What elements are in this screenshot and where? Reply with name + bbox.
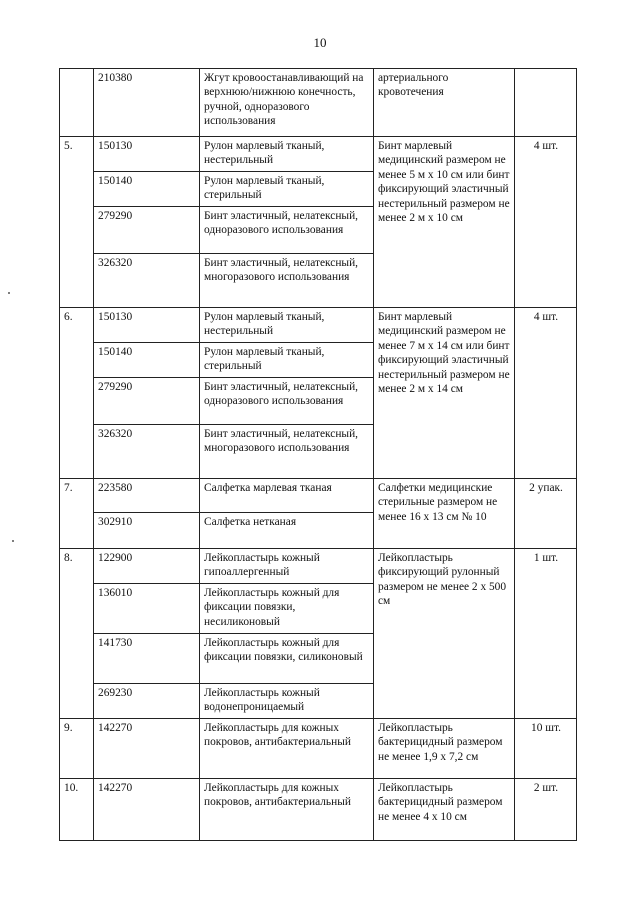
item-name: Жгут кровоостанавливающий на верхнюю/нижнюю конечность, ручной, одноразового использования — [200, 69, 374, 137]
item-name: Рулон марлевый тканый, стерильный — [200, 172, 374, 207]
item-name: Салфетка марлевая тканая — [200, 479, 374, 513]
item-name: Бинт эластичный, нелатексный, многоразового использования — [200, 254, 374, 308]
nomenclature-code: 150140 — [94, 172, 200, 207]
table-row — [60, 479, 577, 513]
item-number: 6. — [60, 308, 94, 479]
item-requirement: Салфетки медицинские стерильные размером не менее 16 x 13 см № 10 — [374, 479, 515, 549]
item-name: Лейкопластырь для кожных покровов, антибактериальный — [200, 779, 374, 841]
item-requirement: артериального кровотечения — [374, 69, 515, 137]
item-requirement: Бинт марлевый медицинский размером не менее 5 м x 10 см или бинт фиксирующий эластичный нестерильный размером не менее 2 м x 10 см — [374, 137, 515, 308]
nomenclature-code: 279290 — [94, 378, 200, 425]
item-name: Лейкопластырь кожный гипоаллергенный — [200, 549, 374, 584]
item-quantity: 4 шт. — [515, 308, 577, 479]
item-name: Салфетка нетканая — [200, 513, 374, 549]
nomenclature-code: 210380 — [94, 69, 200, 137]
table-row — [60, 137, 577, 172]
table-row — [60, 308, 577, 343]
item-quantity — [515, 69, 577, 137]
nomenclature-code: 150140 — [94, 343, 200, 378]
item-number — [60, 69, 94, 137]
nomenclature-code: 150130 — [94, 137, 200, 172]
nomenclature-code: 150130 — [94, 308, 200, 343]
nomenclature-code: 326320 — [94, 425, 200, 479]
nomenclature-code: 269230 — [94, 684, 200, 719]
item-quantity: 2 шт. — [515, 779, 577, 841]
scan-speck — [12, 540, 14, 542]
nomenclature-code: 141730 — [94, 634, 200, 684]
page-number: 10 — [313, 35, 327, 50]
item-name: Бинт эластичный, нелатексный, одноразового использования — [200, 378, 374, 425]
scan-speck — [8, 292, 10, 294]
nomenclature-code: 142270 — [94, 719, 200, 779]
table-row — [60, 549, 577, 584]
item-number: 9. — [60, 719, 94, 779]
item-requirement: Бинт марлевый медицинский размером не менее 7 м x 14 см или бинт фиксирующий эластичный нестерильный размером не менее 2 м x 14 см — [374, 308, 515, 479]
nomenclature-code: 326320 — [94, 254, 200, 308]
nomenclature-code: 142270 — [94, 779, 200, 841]
item-requirement: Лейкопластырь бактерицидный размером не менее 4 x 10 см — [374, 779, 515, 841]
item-name: Бинт эластичный, нелатексный, многоразового использования — [200, 425, 374, 479]
table-row — [60, 69, 577, 137]
item-requirement: Лейкопластырь фиксирующий рулонный размером не менее 2 x 500 см — [374, 549, 515, 719]
item-name: Лейкопластырь для кожных покровов, антибактериальный — [200, 719, 374, 779]
item-number: 7. — [60, 479, 94, 549]
item-name: Лейкопластырь кожный для фиксации повязки, несиликоновый — [200, 584, 374, 634]
item-name: Бинт эластичный, нелатексный, одноразового использования — [200, 207, 374, 254]
item-name: Лейкопластырь кожный для фиксации повязки, силиконовый — [200, 634, 374, 684]
nomenclature-code: 279290 — [94, 207, 200, 254]
item-name: Лейкопластырь кожный водонепроницаемый — [200, 684, 374, 719]
item-quantity: 2 упак. — [515, 479, 577, 549]
item-quantity: 1 шт. — [515, 549, 577, 719]
item-name: Рулон марлевый тканый, нестерильный — [200, 137, 374, 172]
nomenclature-code: 122900 — [94, 549, 200, 584]
item-requirement: Лейкопластырь бактерицидный размером не менее 1,9 x 7,2 см — [374, 719, 515, 779]
item-number: 5. — [60, 137, 94, 308]
medical-kit-spec-table — [59, 68, 577, 841]
table-row — [60, 779, 577, 841]
nomenclature-code: 223580 — [94, 479, 200, 513]
item-quantity: 4 шт. — [515, 137, 577, 308]
table-row — [60, 719, 577, 779]
item-name: Рулон марлевый тканый, нестерильный — [200, 308, 374, 343]
item-number: 8. — [60, 549, 94, 719]
item-name: Рулон марлевый тканый, стерильный — [200, 343, 374, 378]
nomenclature-code: 136010 — [94, 584, 200, 634]
item-quantity: 10 шт. — [515, 719, 577, 779]
nomenclature-code: 302910 — [94, 513, 200, 549]
item-number: 10. — [60, 779, 94, 841]
